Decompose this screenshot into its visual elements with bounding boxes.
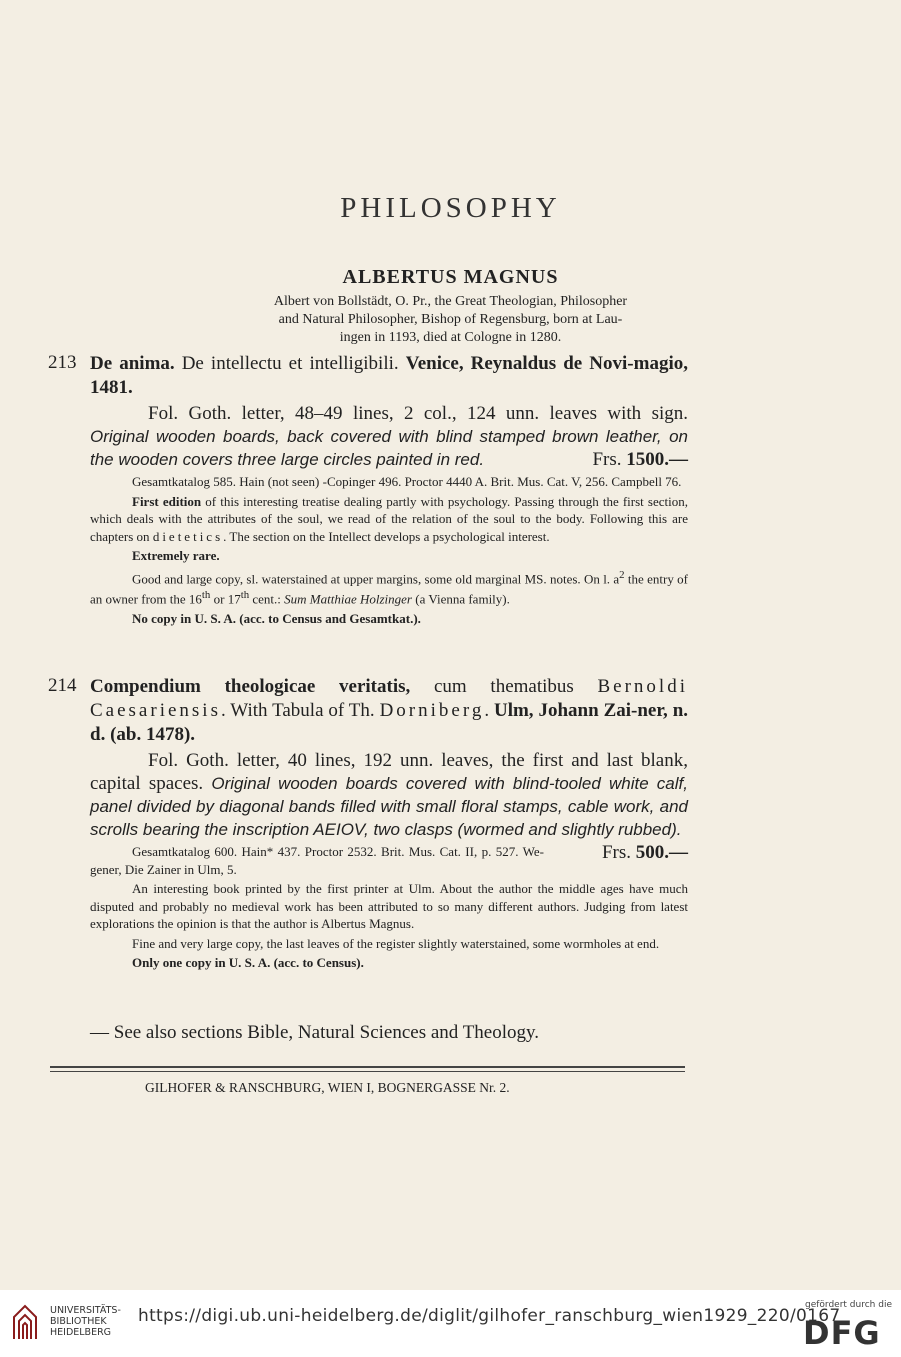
entry-title: Compendium theologicae veritatis, cum thematibus Bernoldi Caesariensis. With Tabula of Th. Dorniberg. Ulm, Johann Zai-ner, n. d. (ab. 1478).: [90, 676, 689, 745]
university-library-logo-icon: [10, 1303, 40, 1341]
footer-rule: [50, 1071, 685, 1072]
description-note: An interesting book printed by the first printer at Ulm. About the author the middle ages have much disputed and probably no medieval work has been attributed to so many different authors. Judging from latest explorations the opinion is that the author is Albertus Magnus.: [90, 881, 688, 931]
see-also: — See also sections Bible, Natural Sciences and Theology.: [90, 1022, 540, 1043]
entry-number: 213: [48, 352, 77, 373]
census-note: Only one copy in U. S. A. (acc. to Census).: [132, 955, 364, 970]
footer-rule: [50, 1066, 685, 1068]
dfg-caption: gefördert durch die: [805, 1300, 892, 1310]
bio-line: and Natural Philosopher, Bishop of Regensburg, born at Lau-: [278, 312, 623, 327]
entry-214: [48, 675, 688, 972]
entry-number: 214: [48, 675, 77, 696]
condition-note: Good and large copy, sl. waterstained at upper margins, some old marginal MS. notes. On l. $a^2$ the entry of an owner from the 16th or 17th cent.: Sum Matthiae Holzinger (a Vienna family).: [90, 568, 689, 607]
entry-213: [48, 352, 688, 628]
price: Frs. 500.—: [601, 842, 688, 863]
price: Frs. 1500.—: [592, 449, 688, 470]
rarity-note: Extremely rare.: [132, 548, 220, 563]
author-heading: ALBERTUS MAGNUS: [342, 266, 559, 288]
author-bio: [0, 293, 901, 347]
bio-line: Albert von Bollstädt, O. Pr., the Great Theologian, Philosopher: [273, 294, 628, 309]
viewer-bar: [0, 1290, 901, 1357]
entry-description: Fol. Goth. letter, 40 lines, 192 unn. leaves, the first and last blank, capital spaces. Original wooden boards covered with blind-tooled white calf, panel divided by diagonal bands filled with small floral stamps, cable work, and scrolls bearing the inscription AEIOV, two clasps (wormed and slightly rubbed). Frs. 500.—: [90, 750, 688, 863]
bibliography-note: Gesamtkatalog 600. Hain* 437. Proctor 2532. Brit. Mus. Cat. II, p. 527. We-gener, Die Zainer in Ulm, 5.: [90, 844, 544, 877]
condition-note: Fine and very large copy, the last leaves of the register slightly waterstained, some wormholes at end.: [132, 935, 660, 951]
census-note: No copy in U. S. A. (acc. to Census and Gesamtkat.).: [132, 611, 421, 627]
permalink[interactable]: https://digi.ub.uni-heidelberg.de/diglit/gilhofer_ranschburg_wien1929_220/0167: [138, 1306, 841, 1326]
dfg-logo: DFG: [803, 1314, 881, 1352]
edition-note: First edition of this interesting treatise dealing partly with psychology. Passing through the first section, which deals with the attributes of the soul, we read of the relation of the soul to the body. Following this are chapters on dietetics. The section on the Intellect develops a psychological interest.: [90, 493, 688, 544]
publisher-footer: GILHOFER & RANSCHBURG, WIEN I, BOGNERGASSE Nr. 2.: [145, 1080, 510, 1095]
entry-title: De anima. De intellectu et intelligibili. Venice, Reynaldus de Novi-magio, 1481.: [90, 353, 688, 398]
section-heading: PHILOSOPHY: [340, 192, 561, 224]
bio-line: ingen in 1193, died at Cologne in 1280.: [339, 330, 562, 345]
entry-description: Fol. Goth. letter, 48–49 lines, 2 col., 124 unn. leaves with sign. Original wooden boards, back covered with blind stamped brown leather, on the wooden covers three large circles painted in red. Frs. 1500.—: [90, 403, 688, 470]
library-name: UNIVERSITÄTS- BIBLIOTHEK HEIDELBERG: [50, 1305, 121, 1338]
bibliography-note: Gesamtkatalog 585. Hain (not seen) -Copinger 496. Proctor 4440 A. Brit. Mus. Cat. V, 256. Campbell 76.: [132, 474, 682, 489]
